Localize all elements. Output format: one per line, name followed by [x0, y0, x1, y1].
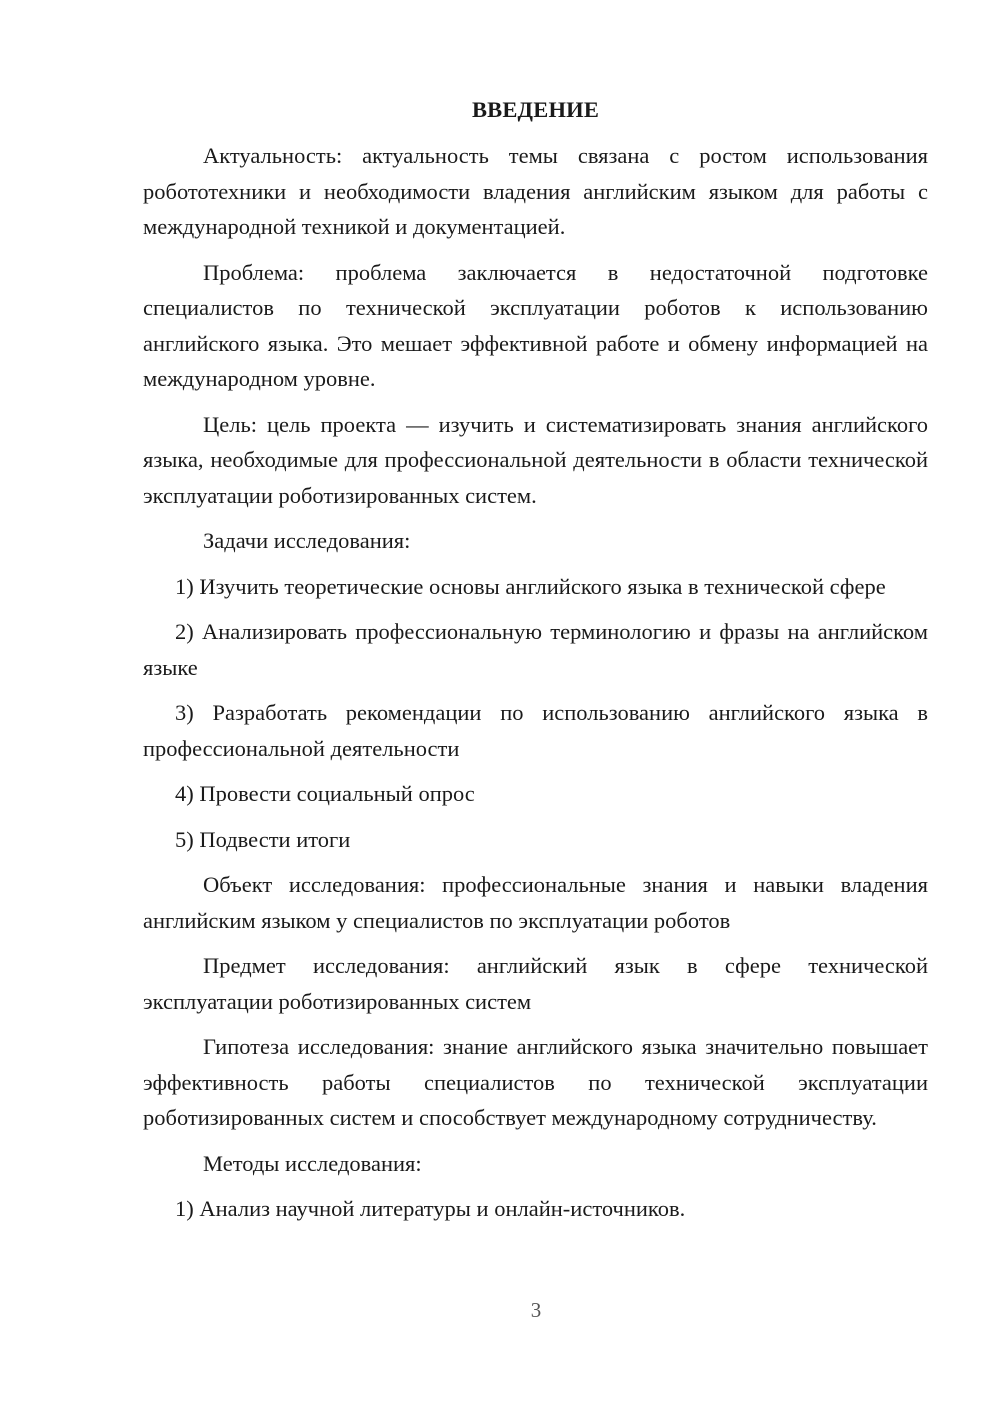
list-item: 2) Анализировать профессиональную терминологию и фразы на английском языке — [143, 619, 928, 680]
list-item: 1) Изучить теоретические основы английского языка в технической сфере — [175, 573, 886, 599]
paragraph-subject: Предмет исследования: английский язык в сфере технической эксплуатации роботизированных систем — [143, 953, 928, 1014]
list-item: 3) Разработать рекомендации по использованию английского языка в профессиональной деятельности — [143, 700, 928, 761]
paragraph-methods-heading: Методы исследования: — [203, 1150, 422, 1176]
list-item: 5) Подвести итоги — [175, 826, 351, 852]
section-title: ВВЕДЕНИЕ — [471, 97, 600, 122]
document-page — [143, 92, 928, 1237]
page-number: 3 — [530, 1298, 542, 1322]
paragraph-object: Объект исследования: профессиональные знания и навыки владения английским языком у специалистов по эксплуатации роботов — [143, 872, 928, 933]
paragraph-hypothesis: Гипотеза исследования: знание английского языка значительно повышает эффективность работы специалистов по технической эксплуатации роботизированных систем и способствует международному сотрудничеству. — [143, 1034, 928, 1130]
list-item: 1) Анализ научной литературы и онлайн-источников. — [175, 1196, 686, 1221]
paragraph-tasks-heading: Задачи исследования: — [203, 528, 411, 553]
paragraph-problem: Проблема: проблема заключается в недостаточной подготовке специалистов по технической эксплуатации роботов к использованию английского языка. Это мешает эффективной работе и обмену информацией на международном уровне. — [143, 259, 928, 391]
paragraph-goal: Цель: цель проекта — изучить и систематизировать знания английского языка, необходимые для профессиональной деятельности в области технической эксплуатации роботизированных систем. — [143, 411, 928, 508]
list-item: 4) Провести социальный опрос — [175, 781, 475, 806]
paragraph-relevance: Актуальность: актуальность темы связана с ростом использования робототехники и необходимости владения английским языком для работы с международной техникой и документацией. — [143, 143, 928, 239]
